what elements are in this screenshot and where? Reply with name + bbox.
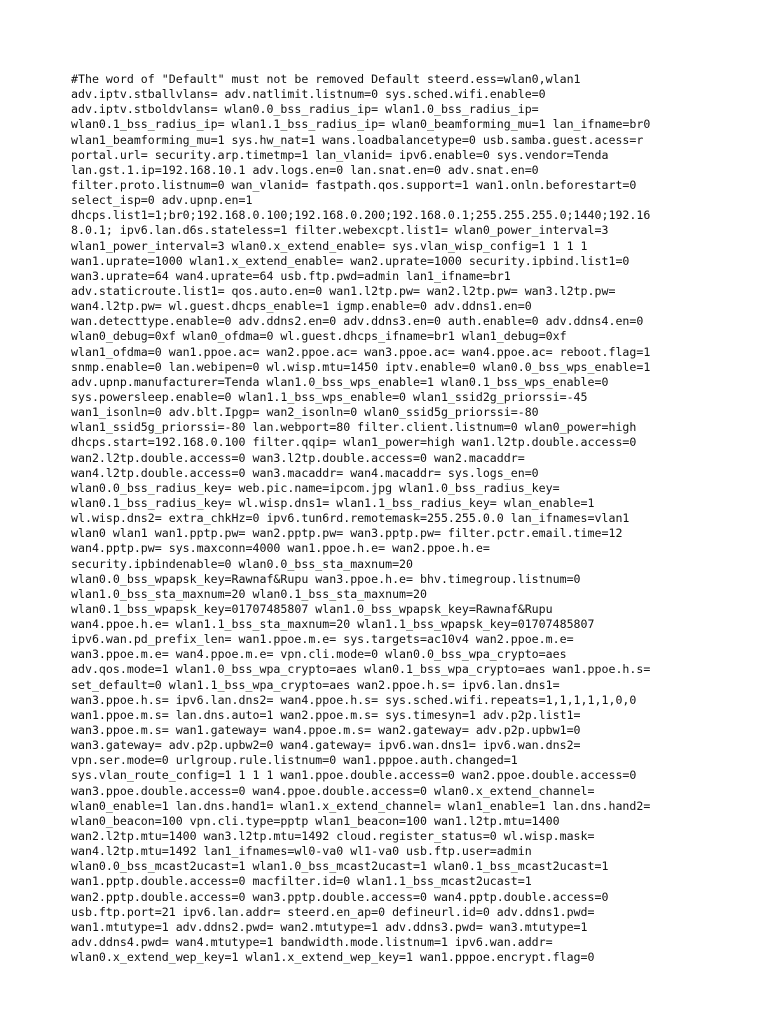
text-line: security.ipbindenable=0 wlan0.0_bss_sta_maxnum=20 <box>71 556 414 571</box>
text-line: sys.vlan_route_config=1 1 1 1 wan1.ppoe.double.access=0 wan2.ppoe.double.access=0 <box>71 768 637 783</box>
text-line: adv.iptv.stboldvlans= wlan0.0_bss_radius_ip= wlan1.0_bss_radius_ip= <box>71 102 539 117</box>
text-line: wan4.l2tp.double.access=0 wan3.macaddr= wan4.macaddr= sys.logs_en=0 <box>71 465 539 480</box>
text-line: wan1.uprate=1000 wlan1.x_extend_enable= wan2.uprate=1000 security.ipbind.list1=0 <box>71 253 630 268</box>
text-line: wl.wisp.dns2= extra_chkHz=0 ipv6.tun6rd.remotemask=255.255.0.0 lan_ifnames=vlan1 <box>71 511 630 526</box>
text-line: wan2.pptp.double.access=0 wan3.pptp.double.access=0 wan4.pptp.double.access=0 <box>71 889 609 904</box>
text-line: portal.url= security.arp.timetmp=1 lan_vlanid= ipv6.enable=0 sys.vendor=Tenda <box>71 147 609 162</box>
text-line: wlan1_beamforming_mu=1 sys.hw_nat=1 wans.loadbalancetype=0 usb.samba.guest.acess=r <box>71 132 644 147</box>
text-line: wan4.pptp.pw= sys.maxconn=4000 wan1.ppoe.h.e= wan2.ppoe.h.e= <box>71 541 490 556</box>
text-line: snmp.enable=0 lan.webipen=0 wl.wisp.mtu=1450 iptv.enable=0 wlan0.0_bss_wps_enable=1 <box>71 359 651 374</box>
text-line: dhcps.start=192.168.0.100 filter.qqip= wlan1_power=high wan1.l2tp.double.access=0 <box>71 435 637 450</box>
text-line: wan1.pptp.double.access=0 macfilter.id=0 wlan1.1_bss_mcast2ucast=1 <box>71 874 532 889</box>
text-line: wan3.ppoe.h.s= ipv6.lan.dns2= wan4.ppoe.h.s= sys.sched.wifi.repeats=1,1,1,1,1,0,0 <box>71 692 637 707</box>
text-line: wlan0.1_bss_wpapsk_key=01707485807 wlan1.0_bss_wpapsk_key=Rawnaf&Rupu <box>71 601 553 616</box>
text-line: wan3.ppoe.m.s= wan1.gateway= wan4.ppoe.m.s= wan2.gateway= adv.p2p.upbw1=0 <box>71 723 581 738</box>
document-page <box>71 72 761 980</box>
text-line: wlan1_power_interval=3 wlan0.x_extend_enable= sys.vlan_wisp_config=1 1 1 1 <box>71 238 588 253</box>
text-line: wan.detecttype.enable=0 adv.ddns2.en=0 adv.ddns3.en=0 auth.enable=0 adv.ddns4.en=0 <box>71 314 644 329</box>
text-line: adv.upnp.manufacturer=Tenda wlan1.0_bss_wps_enable=1 wlan0.1_bss_wps_enable=0 <box>71 374 609 389</box>
text-line: wan4.l2tp.mtu=1492 lan1_ifnames=wl0-va0 wl1-va0 usb.ftp.user=admin <box>71 844 532 859</box>
text-line: wan1.mtutype=1 adv.ddns2.pwd= wan2.mtutype=1 adv.ddns3.pwd= wan3.mtutype=1 <box>71 919 588 934</box>
text-line: ipv6.wan.pd_prefix_len= wan1.ppoe.m.e= sys.targets=ac10v4 wan2.ppoe.m.e= <box>71 632 574 647</box>
text-line: adv.staticroute.list1= qos.auto.en=0 wan1.l2tp.pw= wan2.l2tp.pw= wan3.l2tp.pw= <box>71 283 616 298</box>
text-line: wlan0_beacon=100 vpn.cli.type=pptp wlan1_beacon=100 wan1.l2tp.mtu=1400 <box>71 813 560 828</box>
text-line: adv.ddns4.pwd= wan4.mtutype=1 bandwidth.mode.listnum=1 ipv6.wan.addr= <box>71 935 553 950</box>
text-line: wan4.ppoe.h.e= wlan1.1_bss_sta_maxnum=20 wlan1.1_bss_wpapsk_key=01707485807 <box>71 617 595 632</box>
text-line: wlan1_ssid5g_priorssi=-80 lan.webport=80 filter.client.listnum=0 wlan0_power=high <box>71 420 637 435</box>
text-line: wlan0_debug=0xf wlan0_ofdma=0 wl.guest.dhcps_ifname=br1 wlan1_debug=0xf <box>71 329 567 344</box>
text-line: wlan1_ofdma=0 wan1.ppoe.ac= wan2.ppoe.ac= wan3.ppoe.ac= wan4.ppoe.ac= reboot.flag=1 <box>71 344 651 359</box>
text-line <box>71 965 761 980</box>
text-line: wlan0.0_bss_mcast2ucast=1 wlan1.0_bss_mcast2ucast=1 wlan0.1_bss_mcast2ucast=1 <box>71 859 609 874</box>
text-line: filter.proto.listnum=0 wan_vlanid= fastpath.qos.support=1 wan1.onln.beforestart=0 <box>71 177 637 192</box>
text-line: wan3.ppoe.double.access=0 wan4.ppoe.double.access=0 wlan0.x_extend_channel= <box>71 783 595 798</box>
text-line: wan2.l2tp.mtu=1400 wan3.l2tp.mtu=1492 cloud.register_status=0 wl.wisp.mask= <box>71 829 595 844</box>
text-line: wlan0.1_bss_radius_ip= wlan1.1_bss_radius_ip= wlan0_beamforming_mu=1 lan_ifname=br0 <box>71 117 651 132</box>
text-line: sys.powersleep.enable=0 wlan1.1_bss_wps_enable=0 wlan1_ssid2g_priorssi=-45 <box>71 389 588 404</box>
text-line: set_default=0 wlan1.1_bss_wpa_crypto=aes wan2.ppoe.h.s= ipv6.lan.dns1= <box>71 677 560 692</box>
text-line: wan3.uprate=64 wan4.uprate=64 usb.ftp.pwd=admin lan1_ifname=br1 <box>71 268 511 283</box>
text-line: wlan1.0_bss_sta_maxnum=20 wlan0.1_bss_sta_maxnum=20 <box>71 586 427 601</box>
text-line: usb.ftp.port=21 ipv6.lan.addr= steerd.en_ap=0 defineurl.id=0 adv.ddns1.pwd= <box>71 904 595 919</box>
text-line: adv.iptv.stballvlans= adv.natlimit.listnum=0 sys.sched.wifi.enable=0 <box>71 87 546 102</box>
text-line: wan2.l2tp.double.access=0 wan3.l2tp.double.access=0 wan2.macaddr= <box>71 450 525 465</box>
text-line: wlan0.1_bss_radius_key= wl.wisp.dns1= wlan1.1_bss_radius_key= wlan_enable=1 <box>71 495 595 510</box>
text-line: wan3.ppoe.m.e= wan4.ppoe.m.e= vpn.cli.mode=0 wlan0.0_bss_wpa_crypto=aes <box>71 647 567 662</box>
text-line: wan1_isonln=0 adv.blt.Ipgp= wan2_isonln=0 wlan0_ssid5g_priorssi=-80 <box>71 405 539 420</box>
text-line: 8.0.1; ipv6.lan.d6s.stateless=1 filter.webexcpt.list1= wlan0_power_interval=3 <box>71 223 609 238</box>
text-line: wlan0.0_bss_radius_key= web.pic.name=ipcom.jpg wlan1.0_bss_radius_key= <box>71 480 560 495</box>
text-line: wan4.l2tp.pw= wl.guest.dhcps_enable=1 igmp.enable=0 adv.ddns1.en=0 <box>71 299 532 314</box>
text-line: wan1.ppoe.m.s= lan.dns.auto=1 wan2.ppoe.m.s= sys.timesyn=1 adv.p2p.list1= <box>71 707 581 722</box>
text-line: adv.qos.mode=1 wlan1.0_bss_wpa_crypto=aes wlan0.1_bss_wpa_crypto=aes wan1.ppoe.h.s= <box>71 662 651 677</box>
text-line: wlan0.0_bss_wpapsk_key=Rawnaf&Rupu wan3.ppoe.h.e= bhv.timegroup.listnum=0 <box>71 571 581 586</box>
text-line: lan.gst.1.ip=192.168.10.1 adv.logs.en=0 lan.snat.en=0 adv.snat.en=0 <box>71 162 539 177</box>
text-line: wlan0.x_extend_wep_key=1 wlan1.x_extend_wep_key=1 wan1.pppoe.encrypt.flag=0 <box>71 950 595 965</box>
text-line: select_isp=0 adv.upnp.en=1 <box>71 193 253 208</box>
text-line: #The word of "Default" must not be removed Default steerd.ess=wlan0,wlan1 <box>71 72 581 86</box>
text-line: wlan0_enable=1 lan.dns.hand1= wlan1.x_extend_channel= wlan1_enable=1 lan.dns.hand2= <box>71 798 651 813</box>
text-line: vpn.ser.mode=0 urlgroup.rule.listnum=0 wan1.pppoe.auth.changed=1 <box>71 753 518 768</box>
text-line: dhcps.list1=1;br0;192.168.0.100;192.168.0.200;192.168.0.1;255.255.255.0;1440;192.16 <box>71 208 651 223</box>
text-line: wlan0 wlan1 wan1.pptp.pw= wan2.pptp.pw= wan3.pptp.pw= filter.pctr.email.time=12 <box>71 526 623 541</box>
text-line: wan3.gateway= adv.p2p.upbw2=0 wan4.gateway= ipv6.wan.dns1= ipv6.wan.dns2= <box>71 738 581 753</box>
